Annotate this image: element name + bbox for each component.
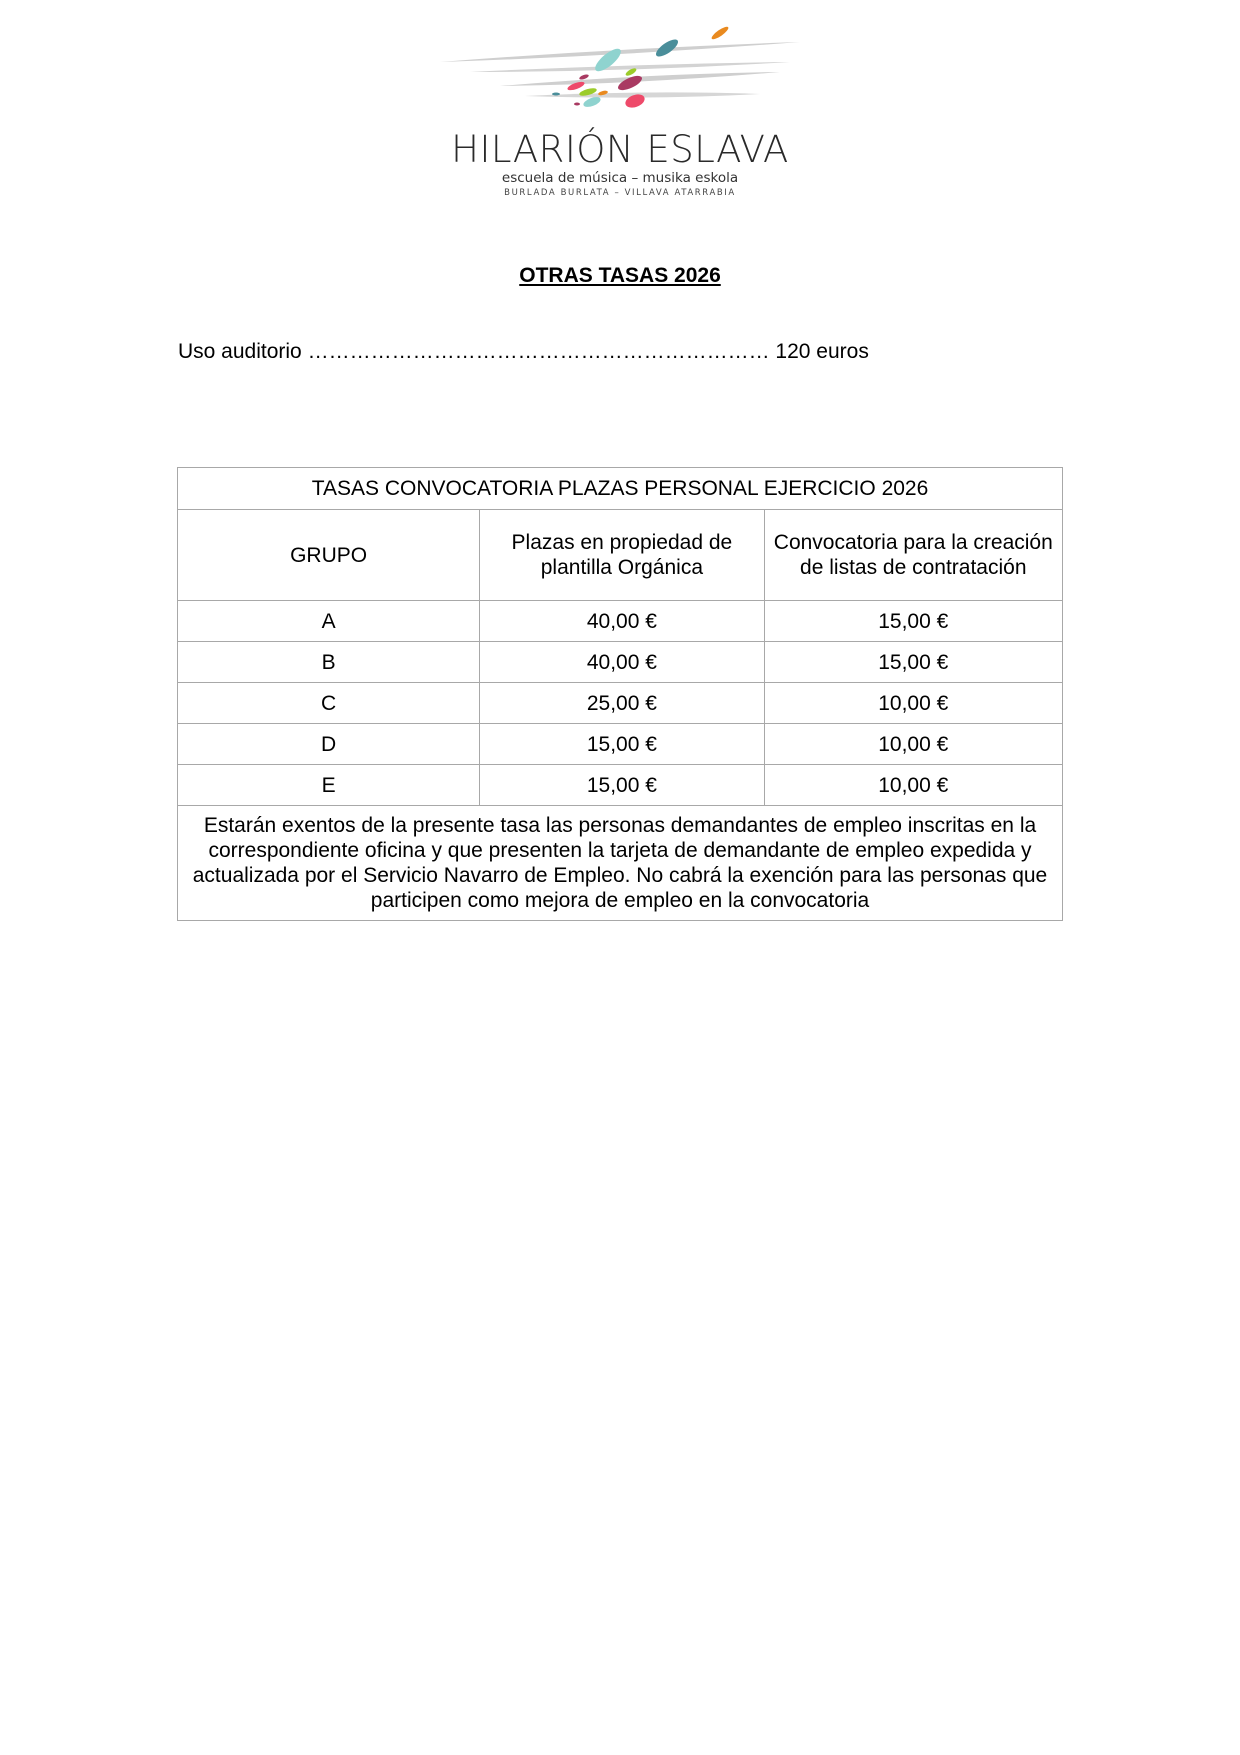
exemption-note-row bbox=[178, 806, 1063, 921]
table-row bbox=[178, 765, 1063, 806]
cell-plazas: 40,00 € bbox=[480, 642, 764, 683]
exemption-note: Estarán exentos de la presente tasa las personas demandantes de empleo inscritas en la correspondiente oficina y que presenten la tarjeta de demandante de empleo expedida y actualizada por el Servicio Navarro de Empleo. No cabrá la exención para las personas que participen como mejora de empleo en la convocatoria bbox=[178, 806, 1063, 921]
cell-grupo: D bbox=[178, 724, 480, 765]
cell-plazas: 40,00 € bbox=[480, 601, 764, 642]
cell-plazas: 15,00 € bbox=[480, 724, 764, 765]
cell-grupo: C bbox=[178, 683, 480, 724]
music-staff-logo-icon bbox=[430, 20, 810, 120]
table-row bbox=[178, 683, 1063, 724]
school-logo bbox=[430, 20, 810, 200]
document-title: OTRAS TASAS 2026 bbox=[519, 264, 721, 287]
cell-listas: 10,00 € bbox=[764, 765, 1062, 806]
staff-fees-table bbox=[177, 467, 1063, 921]
cell-grupo: E bbox=[178, 765, 480, 806]
auditorium-fee-line bbox=[178, 340, 869, 364]
table-row bbox=[178, 724, 1063, 765]
header-grupo: GRUPO bbox=[178, 510, 480, 601]
fee-label: Uso auditorio bbox=[178, 340, 302, 363]
header-plazas: Plazas en propiedad de plantilla Orgánica bbox=[480, 510, 764, 601]
fee-value: 120 euros bbox=[775, 340, 869, 363]
table-title: TASAS CONVOCATORIA PLAZAS PERSONAL EJERCICIO 2026 bbox=[178, 468, 1063, 510]
logo-name: HILARIÓN ESLAVA bbox=[451, 128, 789, 171]
cell-grupo: A bbox=[178, 601, 480, 642]
table-title-row bbox=[178, 468, 1063, 510]
table-header-row bbox=[178, 510, 1063, 601]
cell-plazas: 25,00 € bbox=[480, 683, 764, 724]
cell-plazas: 15,00 € bbox=[480, 765, 764, 806]
cell-listas: 10,00 € bbox=[764, 683, 1062, 724]
header-listas: Convocatoria para la creación de listas de contratación bbox=[764, 510, 1062, 601]
fee-leader: ………………………………………………………… bbox=[307, 340, 770, 363]
cell-grupo: B bbox=[178, 642, 480, 683]
table-row bbox=[178, 642, 1063, 683]
cell-listas: 15,00 € bbox=[764, 601, 1062, 642]
cell-listas: 10,00 € bbox=[764, 724, 1062, 765]
logo-subtitle: escuela de música – musika eskola bbox=[501, 170, 739, 186]
table-row bbox=[178, 601, 1063, 642]
cell-listas: 15,00 € bbox=[764, 642, 1062, 683]
logo-location: BURLADA BURLATA – VILLAVA ATARRABIA bbox=[504, 188, 736, 198]
